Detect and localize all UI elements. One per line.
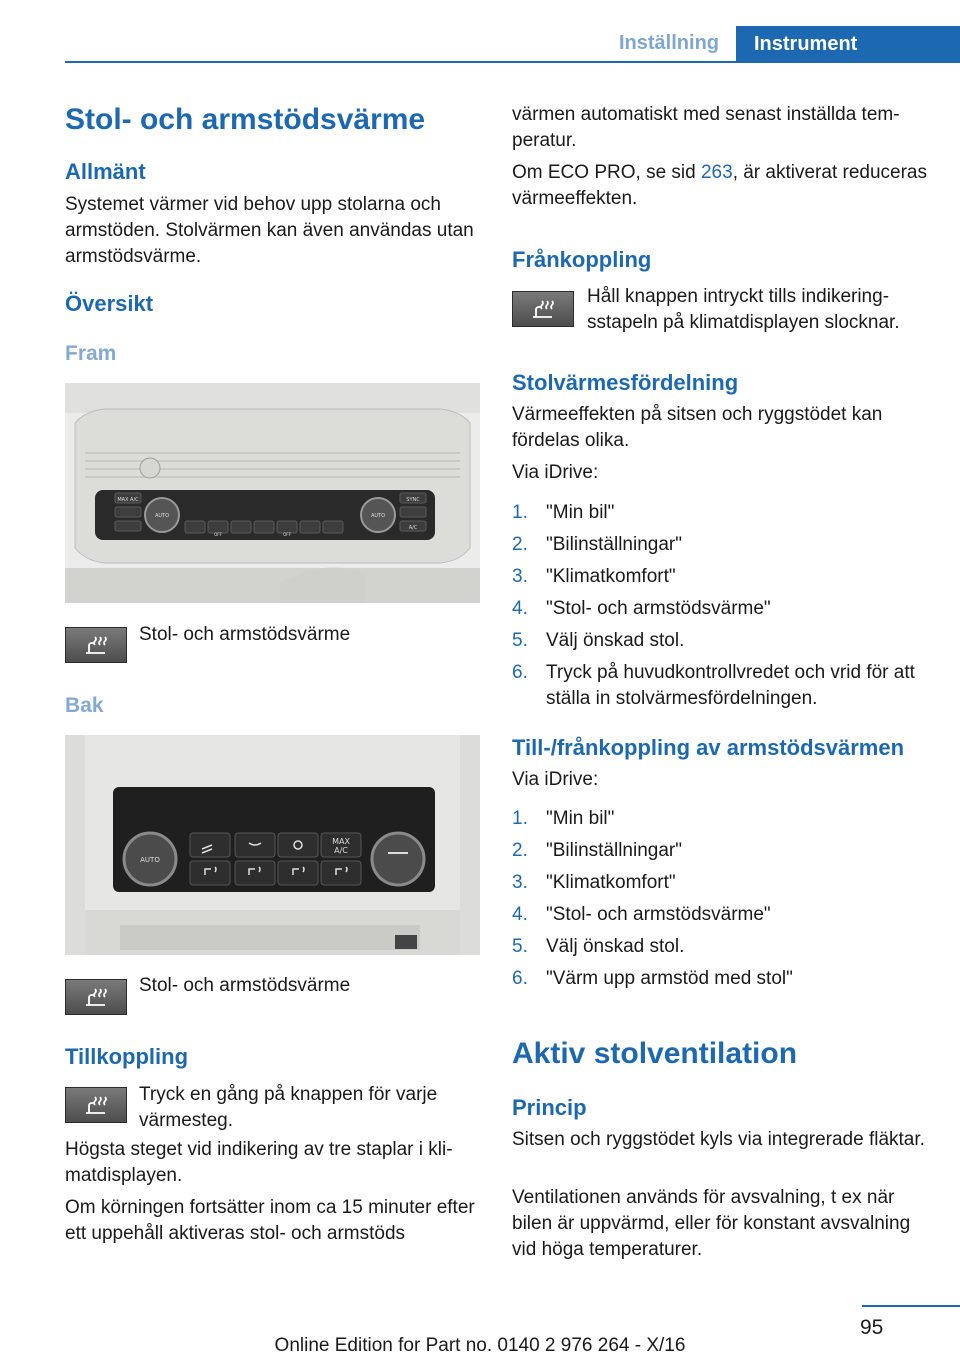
principle-text-1: Sitsen och ryggstödet kyls via integrerade fläktar. [512,1129,925,1150]
front-heading: Fram [65,342,117,365]
distribution-text: Värmeeffekten på sitsen och ryggstödet kan fördelas olika. [512,404,883,451]
list-item [512,806,930,832]
list-item [512,628,930,654]
seat-heat-icon [65,1087,127,1123]
list-item-text: "Min bil" [546,502,615,523]
edition-text: Online Edition for Part no. 0140 2 976 264 - X/16 [274,1335,686,1356]
seat-heat-icon [512,291,574,327]
general-text: Systemet värmer vid behov upp stolarna och armstöden. Stolvärmen kan även användas utan armstödsvärme. [65,194,474,267]
distribution-heading: Stolvärmesfördelning [512,370,739,395]
tab-settings[interactable]: Inställning [619,32,719,54]
section-title: Stol- och armstödsvärme [65,103,426,136]
on-text-1: Högsta steget vid indikering av tre staplar i klimatdisplayen. [65,1139,453,1186]
list-item-number: 1. [512,502,528,523]
principle-text-2: Ventilationen används för avsvalning, t ex när bilen är uppvärmd, eller för konstant avsvalning vid höga temperaturer. [512,1187,911,1260]
front-caption: Stol- och armstödsvärme [139,624,351,645]
list-item-text: "Min bil" [546,808,615,829]
list-item-number: 4. [512,904,528,925]
list-item [512,934,930,960]
list-item [512,532,930,558]
list-item-number: 1. [512,808,528,829]
seat-heat-icon [65,627,127,663]
rear-btn-auto: AUTO [140,856,160,864]
list-item-number: 5. [512,936,528,957]
front-btn-sync: SYNC [406,497,420,503]
front-btn-ac: A/C [408,525,418,531]
rear-btn-ac: A/C [334,846,348,855]
list-item [512,870,930,896]
list-item-text: "Klimatkomfort" [546,566,676,587]
continued-text: värmen automatiskt med senast inställda temperatur. [512,104,900,151]
list-item-number: 2. [512,534,528,555]
tab-instrument[interactable]: Instrument [736,26,960,62]
list-item [512,596,930,622]
list-item-number: 5. [512,630,528,651]
list-item-text: "Värm upp armstöd med stol" [546,968,793,989]
front-climate-panel-photo [65,383,480,603]
off-heading: Frånkoppling [512,247,652,272]
armrest-via: Via iDrive: [512,769,599,790]
seat-heat-icon [65,979,127,1015]
list-item-number: 6. [512,968,528,989]
header-rule [65,61,960,63]
ventilation-title: Aktiv stolventilation [512,1037,798,1070]
list-item-number: 6. [512,662,528,683]
rear-btn-max: MAX [332,837,350,846]
rear-heading: Bak [65,694,104,717]
eco-text: Om ECO PRO, se sid 263, är aktiverat reduceras värmeeffekten. [512,162,927,209]
list-item [512,564,930,590]
list-item-number: 3. [512,566,528,587]
list-item [512,500,930,526]
rear-climate-panel-photo [65,735,480,955]
list-item-text: "Klimatkomfort" [546,872,676,893]
list-item-text: Välj önskad stol. [546,630,685,651]
distribution-via: Via iDrive: [512,462,599,483]
list-item-text: "Stol- och armstödsvärme" [546,904,771,925]
rear-caption: Stol- och armstödsvärme [139,975,351,996]
overview-heading: Översikt [65,291,154,316]
distribution-steps [512,500,930,718]
front-btn-off-2: OFF [283,532,291,537]
list-item [512,660,930,712]
on-heading: Tillkoppling [65,1044,189,1069]
footer-rule [862,1305,960,1307]
front-btn-max-ac: MAX A/C [117,497,139,503]
general-heading: Allmänt [65,159,146,184]
list-item-text: "Bilinställningar" [546,534,682,555]
list-item [512,966,930,992]
off-icon-text: Håll knappen intryckt tills indikeringsstapeln på klimatdisplayen slocknar. [587,286,900,333]
front-btn-off-1: OFF [214,532,222,537]
list-item-number: 4. [512,598,528,619]
list-item-text: Välj önskad stol. [546,936,685,957]
on-text-2: Om körningen fortsätter inom ca 15 minuter efter ett uppehåll aktiveras stol- och armstöds [65,1197,475,1244]
list-item-number: 3. [512,872,528,893]
page-number: 95 [860,1316,884,1339]
eco-page-link[interactable]: 263 [700,162,733,183]
list-item-text: Tryck på huvudkontrollvredet och vrid för att ställa in stolvärmesfördelningen. [546,662,915,709]
principle-heading: Princip [512,1095,587,1120]
list-item-text: "Stol- och armstödsvärme" [546,598,771,619]
armrest-heading: Till-/frånkoppling av armstödsvärmen [512,735,905,760]
list-item-text: "Bilinställningar" [546,840,682,861]
front-btn-auto-right: AUTO [370,513,386,519]
armrest-steps [512,806,930,998]
on-icon-text: Tryck en gång på knappen för varje värmesteg. [139,1084,438,1131]
list-item [512,838,930,864]
list-item [512,902,930,928]
front-btn-auto-left: AUTO [154,513,170,519]
list-item-number: 2. [512,840,528,861]
